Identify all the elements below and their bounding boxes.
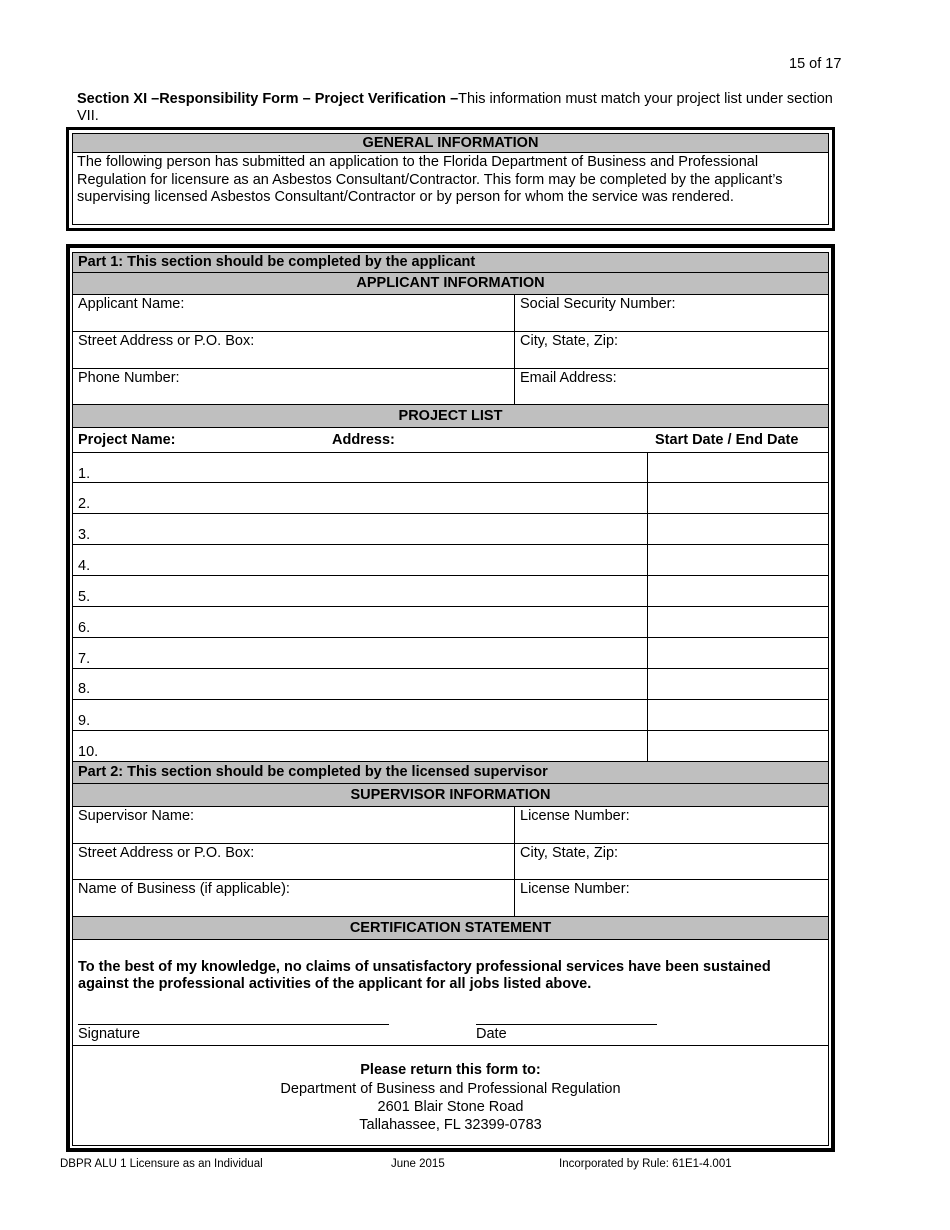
- general-information-heading: GENERAL INFORMATION: [73, 134, 828, 153]
- supervisor-street-field[interactable]: Street Address or P.O. Box:: [78, 845, 255, 861]
- project-row-name[interactable]: 3.: [78, 527, 91, 543]
- return-heading: Please return this form to:: [360, 1062, 541, 1078]
- business-license-field[interactable]: License Number:: [520, 881, 630, 897]
- business-name-field[interactable]: Name of Business (if applicable):: [78, 881, 290, 897]
- phone-field[interactable]: Phone Number:: [78, 370, 180, 386]
- project-row-name[interactable]: 6.: [78, 620, 91, 636]
- project-list-columns: [73, 428, 828, 452]
- project-row-dates[interactable]: [648, 514, 828, 544]
- project-row-name[interactable]: 10.: [78, 744, 99, 760]
- project-row: [73, 576, 828, 607]
- project-row-name[interactable]: 2.: [78, 496, 91, 512]
- part2-title: Part 2: This section should be completed by the licensed supervisor: [73, 762, 828, 784]
- general-information-box: [66, 127, 835, 231]
- applicant-information-heading: APPLICANT INFORMATION: [73, 273, 828, 295]
- section-title: Section XI –Responsibility Form – Project Verification –: [77, 91, 459, 107]
- project-row: [73, 669, 828, 700]
- project-row-name[interactable]: 4.: [78, 558, 91, 574]
- project-row-dates[interactable]: [648, 576, 828, 606]
- project-row-dates[interactable]: [648, 669, 828, 699]
- applicant-row-2: [73, 332, 828, 369]
- general-information-text: The following person has submitted an application to the Florida Department of Business and Professional Regulation for licensure as an Asbestos Consultant/Contractor. This form may be completed by the applicant’s supervising licensed Asbestos Consultant/Contractor or by person for whom the service was rendered.: [77, 154, 783, 205]
- supervisor-name-field[interactable]: Supervisor Name:: [78, 808, 195, 824]
- supervisor-row-3: [73, 880, 828, 917]
- project-row-dates[interactable]: [648, 700, 828, 730]
- main-form-box: [66, 244, 835, 1152]
- supervisor-city-field[interactable]: City, State, Zip:: [520, 845, 619, 861]
- footer-rule: Incorporated by Rule: 61E1-4.001: [559, 1158, 732, 1170]
- project-row-dates[interactable]: [648, 731, 828, 761]
- project-row-name[interactable]: 7.: [78, 651, 91, 667]
- applicant-city-field[interactable]: City, State, Zip:: [520, 333, 619, 349]
- applicant-name-field[interactable]: Applicant Name:: [78, 296, 185, 312]
- dates-column: Start Date / End Date: [655, 432, 799, 448]
- footer-date: June 2015: [391, 1158, 445, 1170]
- project-row-dates[interactable]: [648, 638, 828, 668]
- part1-title: Part 1: This section should be completed by the applicant: [73, 253, 828, 273]
- applicant-street-field[interactable]: Street Address or P.O. Box:: [78, 333, 255, 349]
- project-row: [73, 731, 828, 762]
- return-divider: [73, 1045, 828, 1046]
- date-label: Date: [476, 1026, 507, 1042]
- return-line-3: Tallahassee, FL 32399-0783: [359, 1117, 542, 1133]
- certification-statement: To the best of my knowledge, no claims of unsatisfactory professional services have been sustained against the professional activities of the applicant for all jobs listed above.: [78, 959, 771, 992]
- applicant-row-3: [73, 369, 828, 405]
- address-column: Address:: [332, 432, 395, 448]
- project-row-dates[interactable]: [648, 453, 828, 482]
- project-row: [73, 545, 828, 576]
- project-row-dates[interactable]: [648, 607, 828, 637]
- return-line-1: Department of Business and Professional Regulation: [280, 1081, 621, 1097]
- project-row-name[interactable]: 5.: [78, 589, 91, 605]
- certification-heading: CERTIFICATION STATEMENT: [73, 917, 828, 940]
- project-row: [73, 514, 828, 545]
- applicant-row-1: [73, 295, 828, 332]
- section-note: This information must match your project list under section VII.: [77, 91, 833, 124]
- project-row-name[interactable]: 1.: [78, 466, 91, 482]
- project-row-name[interactable]: 9.: [78, 713, 91, 729]
- return-line-2: 2601 Blair Stone Road: [377, 1099, 524, 1115]
- signature-label: Signature: [78, 1026, 141, 1042]
- project-row: [73, 483, 828, 514]
- footer-form-name: DBPR ALU 1 Licensure as an Individual: [60, 1158, 263, 1170]
- project-name-column: Project Name:: [78, 432, 176, 448]
- ssn-field[interactable]: Social Security Number:: [520, 296, 676, 312]
- project-row: [73, 638, 828, 669]
- supervisor-row-1: [73, 807, 828, 844]
- project-list-heading: PROJECT LIST: [73, 405, 828, 428]
- page-number: 15 of 17: [789, 56, 842, 72]
- project-row: [73, 452, 828, 483]
- supervisor-row-2: [73, 844, 828, 880]
- section-intro: [77, 91, 847, 125]
- project-row-dates[interactable]: [648, 483, 828, 513]
- email-field[interactable]: Email Address:: [520, 370, 617, 386]
- project-row-dates[interactable]: [648, 545, 828, 575]
- supervisor-information-heading: SUPERVISOR INFORMATION: [73, 784, 828, 807]
- project-row: [73, 700, 828, 731]
- supervisor-license-field[interactable]: License Number:: [520, 808, 630, 824]
- project-row: [73, 607, 828, 638]
- project-row-name[interactable]: 8.: [78, 681, 91, 697]
